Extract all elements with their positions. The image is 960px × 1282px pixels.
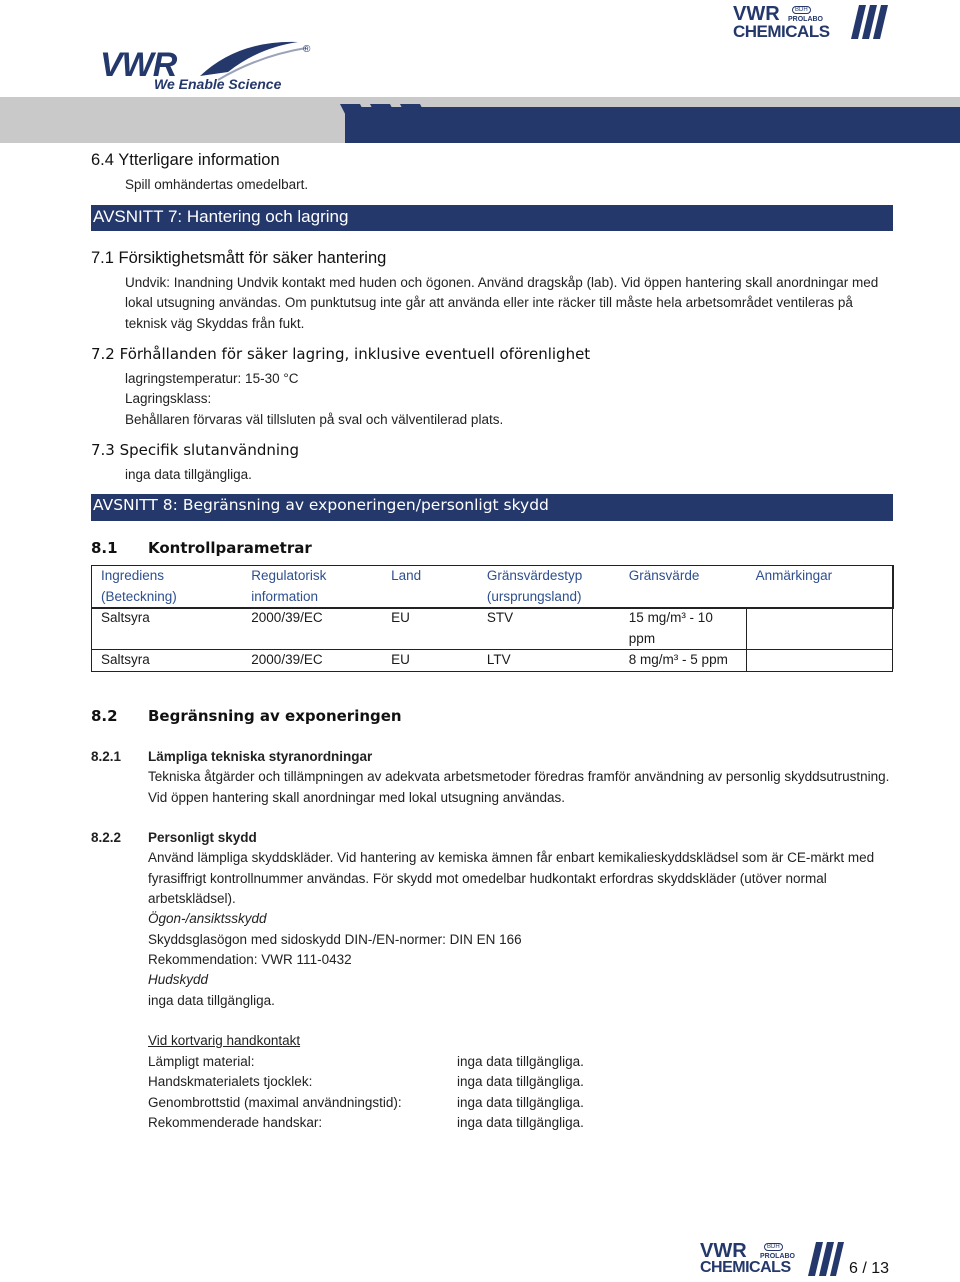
s8-1-number: 8.1 bbox=[91, 539, 118, 557]
footer-prolabo-label: PROLABO bbox=[760, 1253, 795, 1260]
section-8-title: AVSNITT 8: Begränsning av exponeringen/personligt skydd bbox=[93, 496, 549, 514]
eye-protection-line-2: Rekommendation: VWR 111-0432 bbox=[148, 952, 352, 967]
col-header-limit-type: Gränsvärdestyp (ursprungsland) bbox=[478, 566, 620, 608]
glove-row-label: Lämpligt material: bbox=[148, 1054, 255, 1069]
s7-1-line-3: teknisk väg Skyddas från fukt. bbox=[125, 316, 305, 331]
table-row bbox=[92, 608, 893, 650]
skin-protection-text: inga data tillgängliga. bbox=[148, 993, 275, 1008]
footer-logo-word: CHEMICALS bbox=[700, 1259, 791, 1276]
cell-country: EU bbox=[382, 650, 478, 672]
vwr-chemicals-logo-footer bbox=[700, 1242, 845, 1278]
glove-row-value: inga data tillgängliga. bbox=[457, 1054, 584, 1069]
vwr-logo-text: VWR bbox=[100, 46, 177, 84]
cell-limit-type: LTV bbox=[478, 650, 620, 672]
col-header-country: Land bbox=[382, 566, 478, 608]
registered-mark-icon: ® bbox=[303, 44, 311, 55]
s7-2-heading: 7.2 Förhållanden för säker lagring, inklusive eventuell oförenlighet bbox=[91, 345, 591, 363]
cell-country: EU bbox=[382, 608, 478, 650]
s8-2-2-line-3: arbetsklädsel). bbox=[148, 891, 236, 906]
chemicals-logo-vwr: VWR bbox=[733, 3, 780, 25]
section-7-title: AVSNITT 7: Hantering och lagring bbox=[93, 207, 349, 226]
footer-bdh-badge: BDH bbox=[764, 1243, 783, 1251]
footer-logo-vwr: VWR bbox=[700, 1240, 747, 1262]
s6-4-text: Spill omhändertas omedelbart. bbox=[125, 177, 309, 192]
s8-2-2-line-1: Använd lämpliga skyddskläder. Vid hantering av kemiska ämnen får enbart kemikalieskyddsklädsel som är CE-märkt med bbox=[148, 850, 875, 865]
cell-limit-value: 15 mg/m³ - 10 ppm bbox=[620, 608, 747, 650]
glove-row-label: Rekommenderade handskar: bbox=[148, 1115, 323, 1130]
s7-2-line-1: lagringstemperatur: 15-30 °C bbox=[125, 371, 299, 386]
vwr-tagline: We Enable Science bbox=[154, 76, 282, 92]
glove-row-label: Handskmaterialets tjocklek: bbox=[148, 1074, 313, 1089]
cell-remarks bbox=[747, 608, 893, 650]
cell-remarks bbox=[747, 650, 893, 672]
s8-2-2-number: 8.2.2 bbox=[91, 830, 122, 845]
chemicals-stripes-icon bbox=[851, 5, 889, 39]
s6-4-heading: 6.4 Ytterligare information bbox=[91, 151, 280, 169]
section-7-bar bbox=[91, 205, 893, 231]
cell-limit-value: 8 mg/m³ - 5 ppm bbox=[620, 650, 747, 672]
s8-2-1-title: Lämpliga tekniska styranordningar bbox=[148, 749, 373, 764]
glove-heading: Vid kortvarig handkontakt bbox=[148, 1033, 301, 1048]
col-header-remarks: Anmärkingar bbox=[747, 566, 893, 608]
s7-1-line-2: lokal utsugning användas. Om punktutsug inte går att använda eller inte räcker till måste hela arbetsområdet ventileras på bbox=[125, 295, 853, 310]
prolabo-label: PROLABO bbox=[788, 16, 823, 23]
s7-2-line-2: Lagringsklass: bbox=[125, 391, 212, 406]
s8-2-title: Begränsning av exponeringen bbox=[148, 707, 402, 725]
eye-protection-line-1: Skyddsglasögon med sidoskydd DIN-/EN-normer: DIN EN 166 bbox=[148, 932, 522, 947]
vwr-logo bbox=[98, 36, 318, 94]
bdh-badge: BDH bbox=[792, 6, 811, 14]
table-row bbox=[92, 650, 893, 672]
eye-protection-heading: Ögon-/ansiktsskydd bbox=[148, 911, 267, 926]
s8-1-title: Kontrollparametrar bbox=[148, 539, 312, 557]
s8-2-2-line-2: fyrasiffrigt kontrollnummer användas. För skydd mot omedelbar hudkontakt erfordras skyddskläder (utöver normal bbox=[148, 871, 827, 886]
s8-2-1-line-2: Vid öppen hantering skall anordningar med lokal utsugning användas. bbox=[148, 790, 566, 805]
s8-2-2-title: Personligt skydd bbox=[148, 830, 257, 845]
footer-stripes-icon bbox=[808, 1242, 844, 1276]
s7-1-heading: 7.1 Försiktighetsmått för säker hantering bbox=[91, 249, 387, 267]
col-header-regulatory: Regulatorisk information bbox=[242, 566, 382, 608]
cell-regulatory: 2000/39/EC bbox=[242, 650, 382, 672]
chemicals-logo-word: CHEMICALS bbox=[733, 22, 830, 41]
s8-2-1-number: 8.2.1 bbox=[91, 749, 122, 764]
section-8-bar bbox=[91, 494, 893, 521]
s7-3-heading: 7.3 Specifik slutanvändning bbox=[91, 441, 300, 459]
cell-regulatory: 2000/39/EC bbox=[242, 608, 382, 650]
col-header-ingredient: Ingrediens (Beteckning) bbox=[92, 566, 243, 608]
table-header-row bbox=[92, 566, 893, 608]
cell-ingredient: Saltsyra bbox=[92, 650, 243, 672]
vwr-chemicals-logo-top bbox=[733, 5, 893, 41]
cell-limit-type: STV bbox=[478, 608, 620, 650]
glove-row-label: Genombrottstid (maximal användningstid): bbox=[148, 1095, 402, 1110]
s7-2-line-3: Behållaren förvaras väl tillsluten på sval och välventilerad plats. bbox=[125, 412, 504, 427]
header-chevrons bbox=[330, 104, 480, 144]
cell-ingredient: Saltsyra bbox=[92, 608, 243, 650]
skin-protection-heading: Hudskydd bbox=[148, 972, 209, 987]
glove-row-value: inga data tillgängliga. bbox=[457, 1095, 584, 1110]
s7-3-text: inga data tillgängliga. bbox=[125, 467, 252, 482]
s8-2-number: 8.2 bbox=[91, 707, 118, 725]
col-header-limit-value: Gränsvärde bbox=[620, 566, 747, 608]
page-number: 6 / 13 bbox=[849, 1260, 890, 1277]
s7-1-line-1: Undvik: Inandning Undvik kontakt med huden och ögonen. Använd dragskåp (lab). Vid öppen hantering skall anordningar med bbox=[125, 275, 879, 290]
s8-2-1-line-1: Tekniska åtgärder och tillämpningen av adekvata arbetsmetoder föredras framför användning av personlig skyddsutrustning. bbox=[148, 769, 890, 784]
glove-row-value: inga data tillgängliga. bbox=[457, 1074, 584, 1089]
control-parameters-table bbox=[91, 565, 893, 672]
glove-row-value: inga data tillgängliga. bbox=[457, 1115, 584, 1130]
